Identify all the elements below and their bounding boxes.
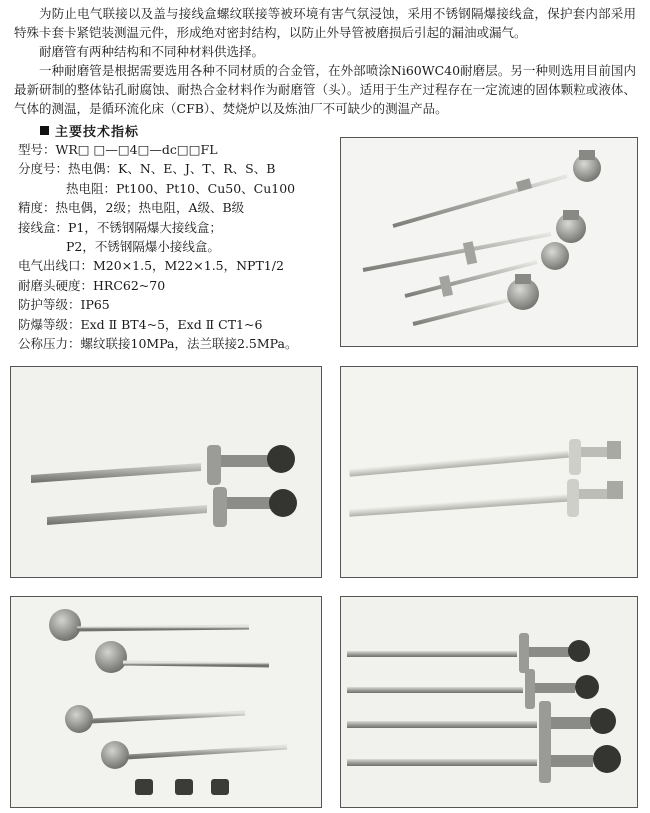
thermocouple-photo-2	[11, 367, 321, 577]
spec-index-no: 分度号：热电偶：K、N、E、J、T、R、S、B	[18, 161, 276, 177]
spec-explosion: 防爆等级：Exd Ⅱ BT4~5，Exd Ⅱ CT1~6	[18, 316, 263, 332]
spec-pressure: 公称压力：螺纹联接10MPa，法兰联接2.5MPa。	[18, 336, 298, 352]
spec-model: 型号：WR□ □—□4□—dc□□FL	[18, 142, 218, 157]
intro-paragraph-1: 为防止电气联接以及盖与接线盒螺纹联接等被环境有害气氛浸蚀，采用不锈钢隔爆接线盒，保护套内部采用特殊卡套卡紧铠装测温元件，形成绝对密封结构，以防止外导管被磨损后引起的漏油或漏气。	[14, 6, 636, 40]
thermocouple-photo-5	[341, 597, 637, 807]
intro-paragraph-3: 一种耐磨管是根据需要选用各种不同材质的合金管，在外部喷涂Ni60WC40耐磨层。另一种则选用目前国内最新研制的整体钻孔耐腐蚀、耐热合金材料作为耐磨管（头）。适用于生产过程存在一定流速的固体颗粒或液体、气体的测温，是循环流化床（CFB）、焚烧炉以及炼油厂不可缺少的测温产品。	[14, 63, 636, 116]
product-photo-four-flanged	[340, 596, 638, 808]
thermocouple-photo-4	[11, 597, 321, 807]
intro-paragraph-2: 耐磨管有两种结构和不同种材料供选择。	[39, 44, 265, 59]
spec-accuracy: 精度：热电偶，2级；热电阻，A级、B级	[18, 200, 245, 216]
spec-box-1: 接线盒：P1，不锈钢隔爆大接线盒；	[18, 219, 222, 235]
thermocouple-photo-3	[341, 367, 637, 577]
specs-heading-label: 主要技术指标	[55, 125, 140, 140]
spec-protection: 防护等级：IP65	[18, 297, 110, 313]
specs-heading	[40, 121, 139, 140]
spec-box-2: P2，不锈钢隔爆小接线盒。	[66, 239, 220, 255]
spec-cable-port: 电气出线口：M20×1.5，M22×1.5，NPT1/2	[18, 258, 284, 274]
thermocouple-photo-1	[341, 138, 637, 346]
black-square-icon	[40, 126, 49, 135]
product-photo-long-rods	[340, 366, 638, 578]
spec-rtd: 热电阻：Pt100、Pt10、Cu50、Cu100	[66, 180, 296, 196]
product-photo-junction-box-set	[340, 137, 638, 347]
specs-list	[18, 140, 338, 353]
spec-hardness: 耐磨头硬度：HRC62~70	[18, 277, 166, 293]
intro-text	[14, 4, 636, 118]
product-photo-box-variants	[10, 596, 322, 808]
product-photo-flange-dark-heads	[10, 366, 322, 578]
